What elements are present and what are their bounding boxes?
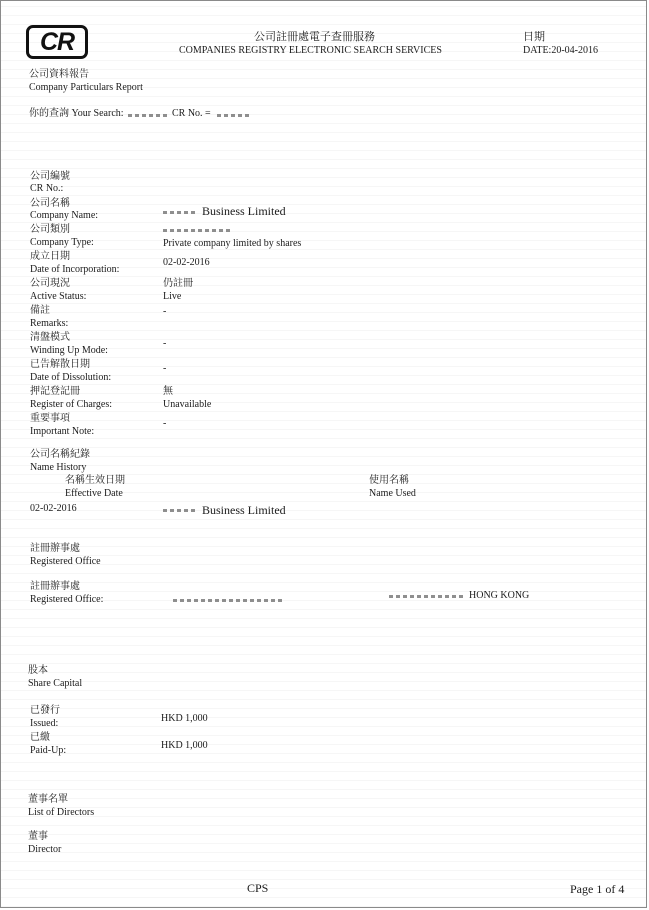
incorporation-label-en: Date of Incorporation: — [30, 264, 120, 275]
company-name-value: Business Limited — [202, 204, 286, 218]
paid-up-label-zh: 已繳 — [30, 732, 50, 743]
paid-up-label-en: Paid-Up: — [30, 745, 67, 756]
redacted-text — [173, 599, 283, 602]
share-capital-title-en: Share Capital — [28, 678, 83, 689]
issued-label-zh: 已發行 — [30, 705, 60, 716]
registered-office-address: HONG KONG — [469, 590, 530, 601]
registered-office-title-en: Registered Office — [30, 556, 101, 567]
registered-office-label-en: Registered Office: — [30, 594, 104, 605]
company-type-value: Private company limited by shares — [163, 238, 302, 249]
incorporation-label-zh: 成立日期 — [30, 251, 70, 262]
redacted-text — [128, 114, 168, 117]
dissolution-value: - — [163, 363, 167, 374]
footer-code: CPS — [247, 881, 269, 895]
search-cr-label: CR No. = — [172, 108, 211, 119]
name-history-title-zh: 公司名稱紀錄 — [30, 449, 90, 460]
issued-label-en: Issued: — [30, 718, 59, 729]
issued-value: HKD 1,000 — [161, 713, 208, 724]
name-used-header-zh: 使用名稱 — [369, 475, 409, 486]
cr-logo-text: CR — [39, 27, 75, 56]
report-date: DATE:20-04-2016 — [523, 45, 598, 56]
important-note-label-zh: 重要事項 — [30, 413, 70, 424]
charges-value-zh: 無 — [163, 386, 173, 397]
report-title-zh: 公司資料報告 — [29, 69, 89, 80]
important-note-value: - — [163, 418, 167, 429]
report-title-en: Company Particulars Report — [29, 82, 143, 93]
registered-office-title-zh: 註冊辦事處 — [30, 543, 80, 554]
dissolution-label-en: Date of Dissolution: — [30, 372, 112, 383]
incorporation-value: 02-02-2016 — [163, 257, 210, 268]
company-type-label-zh: 公司類別 — [30, 224, 70, 235]
service-title-zh: 公司註冊處電子查冊服務 — [254, 31, 375, 43]
redacted-text — [163, 229, 233, 232]
effective-date-header-en: Effective Date — [65, 488, 123, 499]
status-value: Live — [163, 291, 182, 302]
winding-up-label-zh: 清盤模式 — [30, 332, 70, 343]
dissolution-label-zh: 已告解散日期 — [30, 359, 90, 370]
share-capital-title-zh: 股本 — [28, 665, 48, 676]
important-note-label-en: Important Note: — [30, 426, 95, 437]
company-name-label-en: Company Name: — [30, 210, 99, 221]
status-label-zh: 公司現況 — [30, 278, 70, 289]
redacted-text — [163, 509, 197, 512]
redacted-text — [163, 211, 197, 214]
history-row-name: Business Limited — [202, 503, 286, 517]
directors-title-zh: 董事名單 — [28, 794, 68, 805]
date-label-zh: 日期 — [523, 31, 545, 43]
remarks-label-en: Remarks: — [30, 318, 69, 329]
director-label-en: Director — [28, 844, 62, 855]
cr-no-label-en: CR No.: — [30, 183, 64, 194]
remarks-value: - — [163, 306, 167, 317]
winding-up-value: - — [163, 338, 167, 349]
status-value-zh: 仍註冊 — [163, 278, 193, 289]
service-title-en: COMPANIES REGISTRY ELECTRONIC SEARCH SERVICES — [179, 45, 442, 56]
company-type-label-en: Company Type: — [30, 237, 94, 248]
name-history-title-en: Name History — [30, 462, 87, 473]
paid-up-value: HKD 1,000 — [161, 740, 208, 751]
redacted-text — [389, 595, 465, 598]
cr-no-label-zh: 公司編號 — [30, 171, 70, 182]
name-used-header-en: Name Used — [369, 488, 416, 499]
remarks-label-zh: 備註 — [30, 305, 50, 316]
charges-value: Unavailable — [163, 399, 212, 410]
history-row-date: 02-02-2016 — [30, 503, 77, 514]
page-indicator: Page 1 of 4 — [570, 882, 625, 896]
search-label: 你的查詢 Your Search: — [29, 108, 124, 119]
directors-title-en: List of Directors — [28, 807, 95, 818]
charges-label-zh: 押記登記冊 — [30, 386, 80, 397]
winding-up-label-en: Winding Up Mode: — [30, 345, 108, 356]
registered-office-label-zh: 註冊辦事處 — [30, 581, 80, 592]
effective-date-header-zh: 名稱生效日期 — [65, 475, 125, 486]
redacted-text — [217, 114, 249, 117]
company-name-label-zh: 公司名稱 — [30, 198, 70, 209]
cr-logo — [26, 25, 88, 59]
status-label-en: Active Status: — [30, 291, 87, 302]
charges-label-en: Register of Charges: — [30, 399, 113, 410]
director-label-zh: 董事 — [28, 831, 48, 842]
